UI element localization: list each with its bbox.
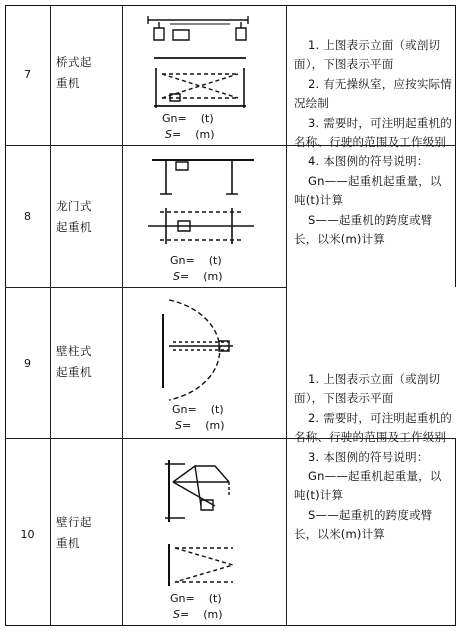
span-formula: S= (m) — [165, 128, 215, 141]
capacity-formula: Gn= (t) — [170, 254, 222, 267]
span-formula: S= (m) — [173, 608, 223, 621]
wall-travelling-crane-symbol-icon — [155, 448, 270, 588]
note-item: S——起重机的跨度或臂长，以米(m)计算 — [294, 212, 433, 247]
row-number: 9 — [24, 357, 31, 370]
note-item: Gn——起重机起重量，以吨(t)计算 — [294, 469, 442, 503]
notes-group-2 — [294, 370, 452, 545]
note-item: 2. 有无操纵室，应按实际情况绘制 — [294, 76, 452, 111]
note-item: 3. 需要时，可注明起重机的名称、行驶的范围及工作级别 — [294, 115, 452, 150]
span-formula: S= (m) — [173, 270, 223, 283]
note-item: 1. 上图表示立面（或剖切面），下图表示平面 — [294, 372, 441, 406]
notes-group-1 — [294, 36, 452, 249]
column-divider — [286, 287, 287, 438]
crane-name: 壁行起 重机 — [56, 515, 92, 550]
note-item: Gn——起重机起重量，以吨(t)计算 — [294, 173, 442, 208]
span-formula: S= (m) — [175, 419, 225, 432]
column-divider — [122, 5, 123, 626]
bridge-crane-symbol-icon — [140, 10, 260, 115]
row-number: 10 — [20, 528, 35, 541]
note-item: S——起重机的跨度或臂长，以米(m)计算 — [294, 507, 433, 542]
note-item: 4. 本图例的符号说明： — [308, 154, 429, 169]
row-number: 8 — [24, 210, 31, 223]
capacity-formula: Gn= (t) — [172, 403, 224, 416]
crane-name: 桥式起 重机 — [56, 55, 92, 90]
note-item: 3. 本图例的符号说明： — [308, 449, 429, 464]
capacity-formula: Gn= (t) — [162, 112, 214, 125]
row-number: 7 — [24, 68, 31, 81]
crane-name: 龙门式 起重机 — [56, 199, 92, 234]
note-item: 2. 需要时，可注明起重机的名称、行驶的范围及工作级别 — [294, 410, 452, 445]
column-divider — [50, 5, 51, 626]
note-item: 1. 上图表示立面（或剖切面），下图表示平面 — [294, 38, 441, 72]
crane-name: 壁柱式 起重机 — [56, 344, 92, 379]
gantry-crane-symbol-icon — [148, 152, 258, 256]
wall-jib-crane-symbol-icon — [155, 292, 275, 402]
capacity-formula: Gn= (t) — [170, 592, 222, 605]
